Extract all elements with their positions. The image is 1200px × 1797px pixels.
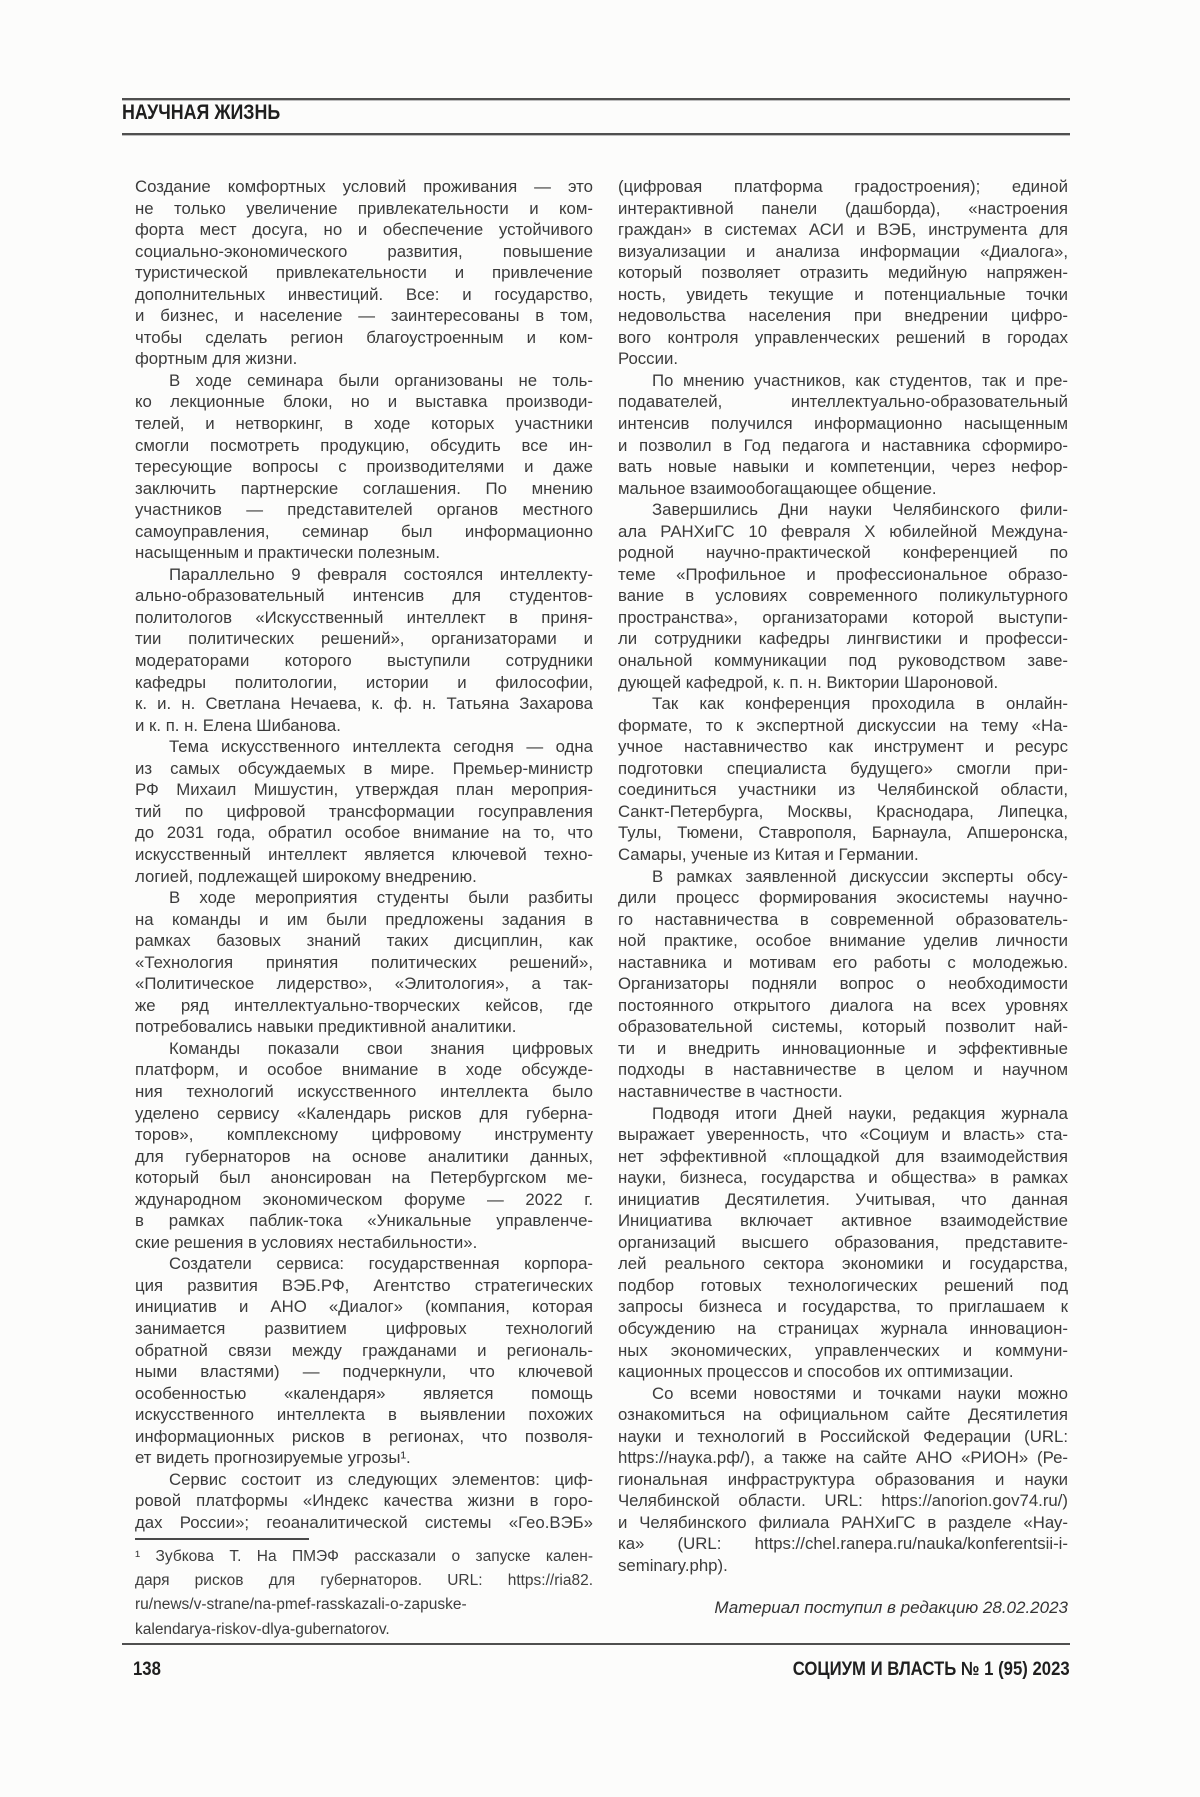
- text-line: который был анонсирован на Петербургском ме-: [135, 1168, 593, 1188]
- text-line: для губернаторов на основе аналитики данных,: [135, 1146, 593, 1166]
- text-line: «Политическое лидерство», «Элитология», а так-: [135, 974, 593, 994]
- text-line: инициатив и АНО «Диалог» (компания, которая: [135, 1297, 593, 1317]
- text-line: гиональная инфраструктура образования и науки: [618, 1469, 1068, 1489]
- text-line: ет видеть прогнозируемые угрозы¹.: [135, 1448, 411, 1468]
- text-line: Самары, ученые из Китая и Германии.: [618, 844, 919, 864]
- text-line: даря рисков для губернаторов. URL: https://ria82.: [135, 1572, 593, 1590]
- text-line: уделено сервису «Календарь рисков для губерна-: [135, 1103, 593, 1123]
- text-line: ти и внедрить инновационные и эффективные: [618, 1038, 1068, 1058]
- text-line: заключить партнерские соглашения. По мнению: [135, 478, 593, 498]
- text-line: По мнению участников, как студентов, так и пре-: [652, 370, 1068, 390]
- text-line: ала РАНХиГС 10 февраля X юбилейной Междуна-: [618, 521, 1068, 541]
- text-line: наставника и мотивам его работы с молодежью.: [618, 952, 1068, 972]
- text-line: кафедры политологии, истории и философии,: [135, 672, 593, 692]
- text-line: смогли посмотреть продукцию, обсудить все ин-: [135, 435, 593, 455]
- footnote-separator: [135, 1538, 309, 1540]
- text-line: ка» (URL: https://chel.ranepa.ru/nauka/konferentsii-i-: [618, 1534, 1068, 1554]
- text-line: ские решения в условиях нестабильности».: [135, 1232, 478, 1252]
- text-line: кационных процессов и способов их оптимизации.: [618, 1362, 1014, 1382]
- text-line: особенностью «календаря» является помощь: [135, 1383, 593, 1403]
- text-line: обратной связи между гражданами и региональ-: [135, 1340, 593, 1360]
- text-line: Санкт-Петербурга, Москвы, Краснодара, Липецка,: [618, 801, 1068, 821]
- text-line: го наставничества в современной образователь-: [618, 909, 1068, 929]
- text-line: визуализации и анализа информации «Диалога»,: [618, 241, 1068, 261]
- text-line: kalendarya-riskov-dlya-gubernatorov.: [135, 1620, 390, 1638]
- text-line: же ряд интеллектуально-творческих кейсов, где: [135, 995, 593, 1015]
- text-line: ными властями) — подчеркнули, что ключевой: [135, 1362, 593, 1382]
- text-line: который позволяет отразить медийную напряжен-: [618, 263, 1068, 283]
- text-line: Команды показали свои знания цифровых: [169, 1038, 593, 1058]
- text-line: постоянного открытого диалога на всех уровнях: [618, 995, 1068, 1015]
- text-line: подавателей, интеллектуально-образовательный: [618, 392, 1068, 412]
- text-line: Завершились Дни науки Челябинского фили-: [652, 500, 1068, 520]
- text-line: РФ Михаил Мишустин, утверждая план мероприя-: [135, 780, 593, 800]
- text-line: инициатив Десятилетия. Учитывая, что данная: [618, 1189, 1068, 1209]
- text-line: В ходе мероприятия студенты были разбиты: [169, 888, 593, 908]
- text-line: запросы бизнеса и государства, то приглашаем к: [618, 1297, 1068, 1317]
- text-line: ru/news/v-strane/na-pmef-rasskazali-o-zapuske-: [135, 1596, 467, 1614]
- text-line: подбор готовых технологических решений под: [618, 1275, 1068, 1295]
- text-line: насыщенным и практически полезным.: [135, 543, 441, 563]
- text-line: Создатели сервиса: государственная корпора-: [169, 1254, 593, 1274]
- text-line: туристической привлекательности и привлечение: [135, 263, 593, 283]
- text-line: ональной коммуникации под руководством заве-: [618, 651, 1068, 671]
- text-line: торов», комплексному цифровому инструменту: [135, 1125, 593, 1145]
- text-line: Тема искусственного интеллекта сегодня — одна: [169, 737, 593, 757]
- text-line: наставничестве в частности.: [618, 1081, 843, 1101]
- text-line: и бизнес, и население — заинтересованы в том,: [135, 306, 593, 326]
- text-line: России.: [618, 349, 678, 369]
- text-line: ных экономических, управленческих и коммуни-: [618, 1340, 1068, 1360]
- text-line: ность, увидеть текущие и потенциальные точки: [618, 284, 1068, 304]
- text-line: подготовки специалиста будущего» смогли при-: [618, 758, 1068, 778]
- text-line: недовольства населения при внедрении цифро-: [618, 306, 1068, 326]
- text-line: формате, то к экспертной дискуссии на тему «На-: [618, 715, 1068, 735]
- text-line: мальное взаимообогащающее общение.: [618, 478, 937, 498]
- text-line: ознакомиться на официальном сайте Десятилетия: [618, 1405, 1068, 1425]
- right-column: [618, 176, 1068, 1577]
- text-line: участников — представителей органов местного: [135, 500, 593, 520]
- section-header: НАУЧНАЯ ЖИЗНЬ: [122, 101, 281, 124]
- text-line: Инициатива включает активное взаимодействие: [618, 1211, 1068, 1231]
- text-line: не только увеличение привлекательности и ком-: [135, 198, 593, 218]
- text-line: образовательной системы, который позволит най-: [618, 1017, 1068, 1037]
- text-line: «Технология принятия политических решений»,: [135, 952, 593, 972]
- text-line: телей, и нетворкинг, в ходе которых участники: [135, 414, 593, 434]
- text-line: искусственный интеллект является ключевой техно-: [135, 844, 593, 864]
- footer-rule: [122, 1643, 1070, 1645]
- text-line: тии политических решений», организаторами и: [135, 629, 593, 649]
- text-line: и позволил в Год педагога и наставника сформиро-: [618, 435, 1068, 455]
- text-line: интенсив получился информационно насыщенным: [618, 414, 1068, 434]
- text-line: теме «Профильное и профессиональное образо-: [618, 564, 1068, 584]
- text-line: ция развития ВЭБ.РФ, Агентство стратегических: [135, 1275, 593, 1295]
- text-line: соединиться участники из Челябинской области,: [618, 780, 1068, 800]
- text-line: в рамках паблик-тока «Уникальные управленче-: [135, 1211, 593, 1231]
- text-line: ¹ Зубкова Т. На ПМЭФ рассказали о запуске кален-: [135, 1548, 593, 1565]
- text-line: https://наука.рф/), а также на сайте АНО «РИОН» (Ре-: [618, 1448, 1068, 1468]
- text-line: подходы в наставничестве в целом и научном: [618, 1060, 1068, 1080]
- text-line: потребовались навыки предиктивной аналитики.: [135, 1017, 517, 1037]
- journal-title: СОЦИУМ И ВЛАСТЬ № 1 (95) 2023: [793, 1659, 1070, 1680]
- text-line: вать новые навыки и компетенции, через нефор-: [618, 457, 1068, 477]
- text-line: дующей кафедрой, к. п. н. Виктории Шароновой.: [618, 672, 999, 692]
- text-line: учное наставничество как инструмент и ресурс: [618, 737, 1068, 757]
- text-line: Организаторы подняли вопрос о необходимости: [618, 974, 1068, 994]
- text-line: рамках базовых знаний таких дисциплин, как: [135, 931, 593, 951]
- text-line: В рамках заявленной дискуссии эксперты обсу-: [652, 866, 1068, 886]
- text-line: информационных рисков в регионах, что позволя-: [135, 1426, 593, 1446]
- text-line: обсуждению на страницах журнала инновацион-: [618, 1318, 1068, 1338]
- text-line: (цифровая платформа градостроения); единой: [618, 177, 1068, 196]
- header-rule-top: [122, 98, 1070, 100]
- text-line: тересующие вопросы с производителями и даже: [135, 457, 593, 477]
- text-line: выражает уверенность, что «Социум и власть» ста-: [618, 1125, 1068, 1145]
- text-line: ально-образовательный интенсив для студентов-: [135, 586, 593, 606]
- text-line: из самых обсуждаемых в мире. Премьер-министр: [135, 758, 593, 778]
- text-line: лей реального сектора экономики и государства,: [618, 1254, 1068, 1274]
- text-line: В ходе семинара были организованы не толь-: [169, 370, 593, 390]
- text-line: нет эффективной «площадкой для взаимодействия: [618, 1146, 1068, 1166]
- text-line: дах России»; геоаналитической системы «Гео.ВЭБ»: [135, 1512, 593, 1532]
- text-line: форта мест досуга, но и обеспечение устойчивого: [135, 220, 593, 240]
- received-note: Материал поступил в редакцию 28.02.2023: [714, 1598, 1068, 1617]
- text-line: Тулы, Тюмени, Ставрополя, Барнаула, Апшеронска,: [618, 823, 1068, 843]
- text-line: до 2031 года, обратил особое внимание на то, что: [135, 823, 593, 843]
- text-line: seminary.php).: [618, 1556, 728, 1575]
- text-line: дили процесс формирования экосистемы научно-: [618, 888, 1068, 908]
- text-line: Челябинской области. URL: https://anorion.gov74.ru/): [618, 1491, 1068, 1511]
- text-line: родной научно-практической конференцией по: [618, 543, 1068, 563]
- text-line: политологов «Искусственный интеллект в приня-: [135, 607, 593, 627]
- text-line: организаций высшего образования, представите-: [618, 1232, 1068, 1252]
- text-line: науки, бизнеса, государства и общества» в рамках: [618, 1168, 1068, 1188]
- text-line: самоуправления, семинар был информационно: [135, 521, 593, 541]
- text-line: на команды и им были предложены задания в: [135, 909, 593, 929]
- text-line: и к. п. н. Елена Шибанова.: [135, 715, 341, 735]
- text-line: занимается развитием цифровых технологий: [135, 1318, 593, 1338]
- text-line: Со всеми новостями и точками науки можно: [652, 1383, 1068, 1403]
- page-number: 138: [133, 1659, 161, 1680]
- text-line: ной практике, особое внимание уделив личности: [618, 931, 1068, 951]
- text-line: Параллельно 9 февраля состоялся интеллекту-: [169, 564, 593, 584]
- text-line: Сервис состоит из следующих элементов: циф-: [169, 1469, 593, 1489]
- text-line: дополнительных инвестиций. Все: и государство,: [135, 284, 593, 304]
- header-rule-bottom: [122, 133, 1070, 135]
- text-line: к. и. н. Светлана Нечаева, к. ф. н. Татьяна Захарова: [135, 694, 593, 714]
- text-line: граждан» в системах АСИ и ВЭБ, инструмента для: [618, 220, 1068, 240]
- left-column: [135, 176, 593, 1533]
- text-line: Так как конференция проходила в онлайн-: [652, 694, 1068, 714]
- text-line: фортным для жизни.: [135, 349, 298, 369]
- text-line: искусственного интеллекта в выявлении похожих: [135, 1405, 593, 1425]
- text-line: ровой платформы «Индекс качества жизни в горо-: [135, 1491, 593, 1511]
- text-line: и Челябинского филиала РАНХиГС в разделе «Нау-: [618, 1512, 1068, 1532]
- text-line: модераторами которого выступили сотрудники: [135, 651, 593, 671]
- footnote: [135, 1545, 593, 1642]
- text-line: Создание комфортных условий проживания — это: [135, 177, 593, 196]
- text-line: ждународном экономическом форуме — 2022 г.: [135, 1189, 593, 1209]
- text-line: социально-экономического развития, повышение: [135, 241, 593, 261]
- text-line: науки и технологий в Российской Федерации (URL:: [618, 1426, 1068, 1446]
- text-line: вого контроля управленческих решений в городах: [618, 327, 1068, 347]
- text-line: ния технологий искусственного интеллекта было: [135, 1081, 593, 1101]
- text-line: тий по цифровой трансформации госуправления: [135, 801, 593, 821]
- text-line: интерактивной панели (дашборда), «настроения: [618, 198, 1068, 218]
- text-line: ко лекционные блоки, но и выставка производи-: [135, 392, 593, 412]
- text-line: платформ, и особое внимание в ходе обсужде-: [135, 1060, 593, 1080]
- text-line: пространства», организаторами которой выступи-: [618, 607, 1068, 627]
- text-line: вание в условиях современного поликультурного: [618, 586, 1068, 606]
- text-line: ли сотрудники кафедры лингвистики и професси-: [618, 629, 1068, 649]
- text-line: Подводя итоги Дней науки, редакция журнала: [652, 1103, 1068, 1123]
- text-line: логией, подлежащей широкому внедрению.: [135, 866, 477, 886]
- text-line: чтобы сделать регион благоустроенным и ком-: [135, 327, 593, 347]
